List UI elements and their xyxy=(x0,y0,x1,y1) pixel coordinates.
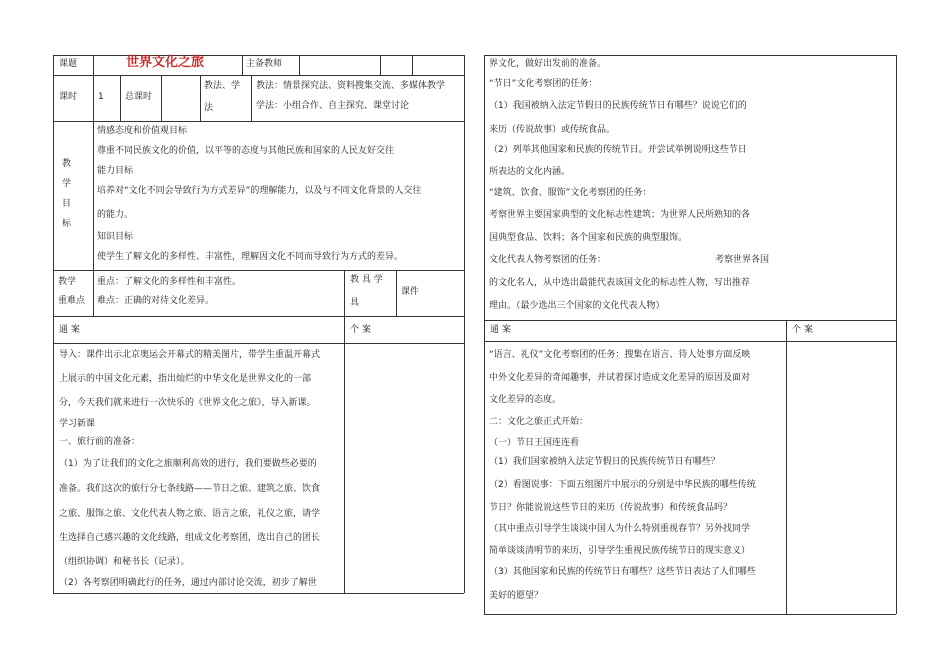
right-line: 考察世界主要国家典型的文化标志性建筑；为世界人民所熟知的各 xyxy=(489,210,751,220)
right-body-line: （一）节日王国连连看 xyxy=(489,438,580,448)
focus-text: 重点：了解文化的多样性和丰富性。 xyxy=(97,277,242,287)
teach-method: 教法：情景探究法、资料搜集交流、多媒体教学 xyxy=(256,81,446,91)
left-col-line xyxy=(344,270,345,316)
left-col-line xyxy=(93,55,94,121)
right-border-right xyxy=(896,55,897,614)
right-common-plan-header: 通 案 xyxy=(490,325,511,335)
right-line: 界文化，做好出发前的准备。 xyxy=(489,59,607,69)
tools-label-2: 具 xyxy=(350,298,360,308)
left-col-line xyxy=(396,270,397,316)
personal-plan-header: 个 案 xyxy=(350,325,371,335)
right-line: （1）我国被纳入法定节假日的民族传统节日有哪些？说说它们的 xyxy=(489,101,747,111)
goal-line: 能力目标 xyxy=(97,166,134,176)
left-col-line xyxy=(344,316,345,593)
right-col-line xyxy=(786,320,787,614)
left-col-line xyxy=(200,75,201,121)
body-line: 上展示的中国文化元素，指出灿烂的中华文化是世界文化的一部 xyxy=(59,374,312,384)
right-body-line: “语言、礼仪”文化考察团的任务：搜集在语言、待人处事方面反映 xyxy=(489,350,751,360)
right-row-line xyxy=(484,320,896,321)
left-border-top xyxy=(53,55,464,56)
right-line: 考察世界各国 xyxy=(715,255,770,265)
left-row-line xyxy=(53,121,464,122)
hours-value: 1 xyxy=(98,92,104,102)
body-line: （2）各考察团明确此行的任务，通过内部讨论交流，初步了解世 xyxy=(59,578,317,588)
right-border-left xyxy=(484,55,485,614)
left-row-line xyxy=(53,75,464,76)
method-label-1: 教法、学 xyxy=(204,81,241,91)
body-line: 分，今天我们就来进行一次快乐的《世界文化之旅》，导入新课。 xyxy=(59,398,316,408)
right-body-line: （其中重点引导学生谈谈中国人为什么特别重视春节？另外找同学 xyxy=(489,524,751,534)
left-col-line xyxy=(93,270,94,316)
left-row-line xyxy=(53,316,464,317)
goal-line: 知识目标 xyxy=(97,232,134,242)
tools-label-1: 教 具 学 xyxy=(350,275,383,285)
difficulty-text: 难点：正确的对待文化差异。 xyxy=(97,296,215,306)
left-row-line xyxy=(53,270,464,271)
left-row-line xyxy=(53,343,464,344)
keypoints-label-2: 重难点 xyxy=(58,296,86,306)
left-col-line xyxy=(412,55,413,75)
right-line: “节日”文化考察团的任务： xyxy=(489,79,598,89)
right-line: （2）列举其他国家和民族的传统节日。并尝试举例说明这些节日 xyxy=(489,145,747,155)
left-col-line xyxy=(299,55,300,75)
body-line: 生选择自己感兴趣的文化线路，组成文化考察团，选出自己的团长 xyxy=(59,533,321,543)
course-label: 课题 xyxy=(59,59,78,69)
left-col-line xyxy=(242,55,243,75)
total-hours-label: 总课时 xyxy=(125,92,153,102)
left-col-line xyxy=(251,75,252,121)
right-line: 的文化名人，从中选出最能代表该国文化的标志性人物，写出推荐 xyxy=(489,278,751,288)
right-line: 理由。（最少选出三个国家的文化代表人物） xyxy=(489,301,665,311)
right-body-line: 中外文化差异的奇闻趣事，并试着探讨造成文化差异的原因及面对 xyxy=(489,373,751,383)
keypoints-label-1: 教学 xyxy=(58,277,77,287)
right-body-line: 文化差异的态度。 xyxy=(489,395,562,405)
right-row-line xyxy=(484,341,896,342)
left-border-right xyxy=(464,55,465,593)
goals-label-char: 目 xyxy=(62,199,72,209)
method-label-2: 法 xyxy=(204,103,214,113)
goals-label-char: 教 xyxy=(62,159,72,169)
right-body-line: 美好的愿望？ xyxy=(489,591,544,601)
left-col-line xyxy=(93,121,94,270)
body-line: 之旅、服饰之旅、文化代表人物之旅、语言之旅，礼仪之旅，请学 xyxy=(59,509,321,519)
body-line: 准备。我们这次的旅行分七条线路——节日之旅、建筑之旅、饮食 xyxy=(59,484,321,494)
goal-line: 培养对“文化不同会导致行为方式差异”的理解能力，以及与不同文化背景的人交往 xyxy=(97,186,422,196)
left-border-left xyxy=(53,55,54,593)
left-col-line xyxy=(380,55,381,75)
body-line: 导入：课件出示北京奥运会开幕式的精美图片，带学生重温开幕式 xyxy=(59,350,321,360)
right-border-bottom xyxy=(484,614,896,615)
body-line: （组织协调）和秘书长（记录）。 xyxy=(59,557,190,567)
hours-label: 课时 xyxy=(59,92,78,102)
right-line: 文化代表人物考察团的任务： xyxy=(489,255,607,265)
body-line: 学习新课 xyxy=(59,419,96,429)
goal-line: 尊重不同民族文化的价值，以平等的态度与其他民族和国家的人民友好交往 xyxy=(97,146,395,156)
right-body-line: 节日？你能说说这些节日的来历（传说故事）和传统食品吗？ xyxy=(489,503,733,513)
body-line: 一、旅行前的准备： xyxy=(59,437,141,447)
right-body-line: 简单谈谈清明节的来历，引导学生重视民族传统节日的现实意义） xyxy=(489,546,751,556)
right-body-line: （2）看图说事：下面五组图片中展示的分别是中华民族的哪些传统 xyxy=(489,480,756,490)
left-border-bottom xyxy=(53,593,464,594)
left-col-line xyxy=(161,75,162,121)
left-col-line xyxy=(120,75,121,121)
goals-label-char: 学 xyxy=(62,179,72,189)
right-line: 来历（传说故事）或传统食品。 xyxy=(489,125,616,135)
right-border-top xyxy=(484,55,896,56)
right-line: “建筑、饮食、服饰”文化考察团的任务： xyxy=(489,188,652,198)
right-body-line: 二：文化之旅正式开始： xyxy=(489,417,589,427)
right-line: 国典型食品、饮料；各个国家和民族的典型服饰。 xyxy=(489,233,688,243)
goals-label-char: 标 xyxy=(62,219,72,229)
common-plan-header: 通 案 xyxy=(59,325,80,335)
course-title: 世界文化之旅 xyxy=(126,55,205,70)
goal-line: 使学生了解文化的多样性、丰富性，理解因文化不同而导致行为方式的差异。 xyxy=(97,252,404,262)
goal-line: 的能力。 xyxy=(97,210,134,220)
goal-line: 情感态度和价值观目标 xyxy=(97,126,188,136)
right-body-line: （1）我们国家被纳入法定节假日的民族传统节日有哪些？ xyxy=(489,457,720,467)
right-body-line: （3）其他国家和民族的传统节日有哪些？这些节日表达了人们哪些 xyxy=(489,567,756,577)
right-line: 所表达的文化内涵。 xyxy=(489,167,571,177)
body-line: （1）为了让我们的文化之旅顺利高效的进行，我们要做些必要的 xyxy=(59,459,317,469)
learn-method: 学法：小组合作、自主探究、课堂讨论 xyxy=(256,101,410,111)
tools-value: 课件 xyxy=(401,287,420,297)
teacher-label: 主备教师 xyxy=(246,59,283,69)
right-personal-plan-header: 个 案 xyxy=(792,325,813,335)
